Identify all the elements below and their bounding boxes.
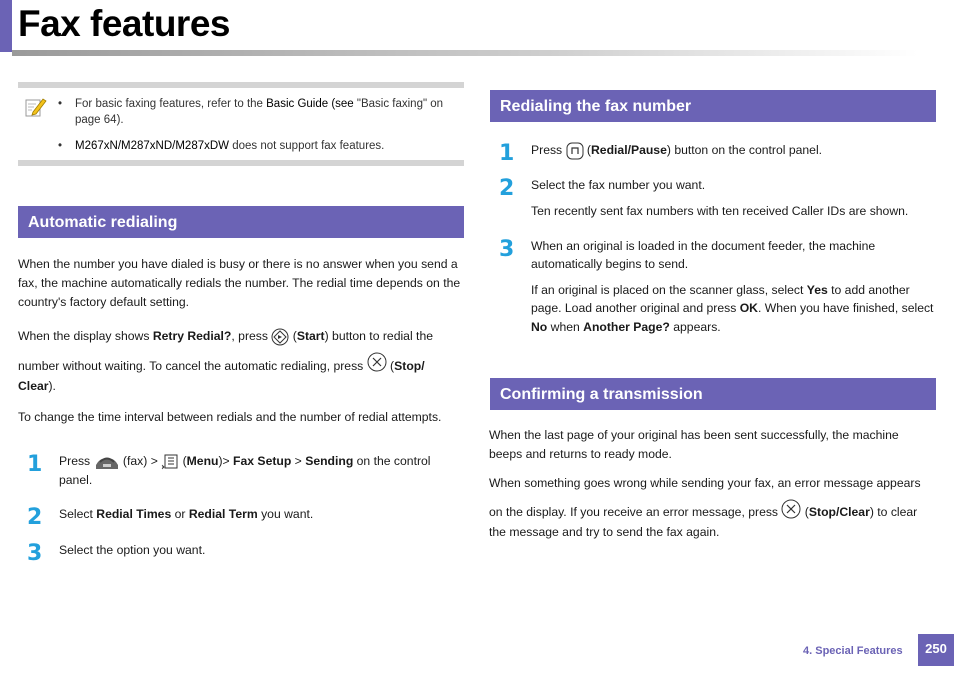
step-number: 1 [27, 452, 43, 477]
step-number: 1 [499, 141, 515, 166]
step-number: 2 [27, 505, 43, 530]
auto-intro: When the number you have dialed is busy or there is no answer when you send a fax, the machine automatically redials the number. The redial time depends on the country's factory default setting. [18, 257, 461, 309]
page-title: Fax features [18, 3, 230, 44]
confirm-error-line1: When something goes wrong while sending your fax, an error message appears [489, 476, 921, 490]
menu-icon [161, 453, 179, 471]
note-item: • M267xN/M287xND/M287xDW does not support fax features. [58, 138, 458, 154]
redial-pause-button-icon [566, 142, 584, 160]
redial-step-3: When an original is loaded in the document feeder, the machine automatically begins to send. [531, 239, 876, 272]
pencil-note-icon [24, 96, 48, 120]
redial-step-1: Press (Redial/Pause) button on the control panel. [531, 141, 936, 160]
start-button-icon [271, 328, 289, 346]
confirm-intro: When the last page of your original has been sent successfully, the machine beeps and returns to ready mode. [489, 428, 899, 461]
redial-step-2: Select the fax number you want. [531, 178, 706, 192]
redial-step-3-detail: If an original is placed on the scanner glass, select Yes to add another page. Load another original and press OK. When you have finished, select No when Another Page? appears. [531, 283, 934, 334]
footer-section-label: 4. Special Features [803, 645, 903, 657]
section-heading-confirming: Confirming a transmission [490, 378, 936, 410]
page-number: 250 [918, 634, 954, 666]
auto-step-1: Press (fax) > (Menu)> Fax Setup > Sending on the control panel. [59, 454, 431, 487]
note-list [58, 96, 458, 164]
step-number: 2 [499, 176, 515, 201]
auto-retry-line1: When the display shows Retry Redial?, press (Start) button to redial the [18, 327, 466, 346]
auto-interval-text: To change the time interval between redials and the number of redial attempts. [18, 410, 442, 424]
note-item: • For basic faxing features, refer to the Basic Guide (see "Basic faxing" on page 64). [58, 96, 458, 128]
redial-step-2-detail: Ten recently sent fax numbers with ten received Caller IDs are shown. [531, 204, 909, 218]
note-box [18, 82, 464, 166]
stop-clear-button-icon [367, 352, 387, 372]
confirm-error-line2: on the display. If you receive an error message, press (Stop/Clear) to clear the message and try to send the fax again. [489, 503, 934, 542]
section-heading-automatic-redialing: Automatic redialing [18, 206, 464, 238]
auto-retry-line2: number without waiting. To cancel the automatic redialing, press (Stop/ Clear). [18, 356, 466, 396]
fax-icon [94, 453, 120, 471]
stop-clear-button-icon [781, 499, 801, 519]
auto-step-3: Select the option you want. [59, 543, 206, 557]
title-accent-bar [0, 0, 12, 52]
step-number: 3 [27, 541, 43, 566]
step-number: 3 [499, 237, 515, 262]
auto-step-2: Select Redial Times or Redial Term you want. [59, 507, 314, 521]
section-heading-redialing: Redialing the fax number [490, 90, 936, 122]
title-rule [12, 50, 918, 56]
